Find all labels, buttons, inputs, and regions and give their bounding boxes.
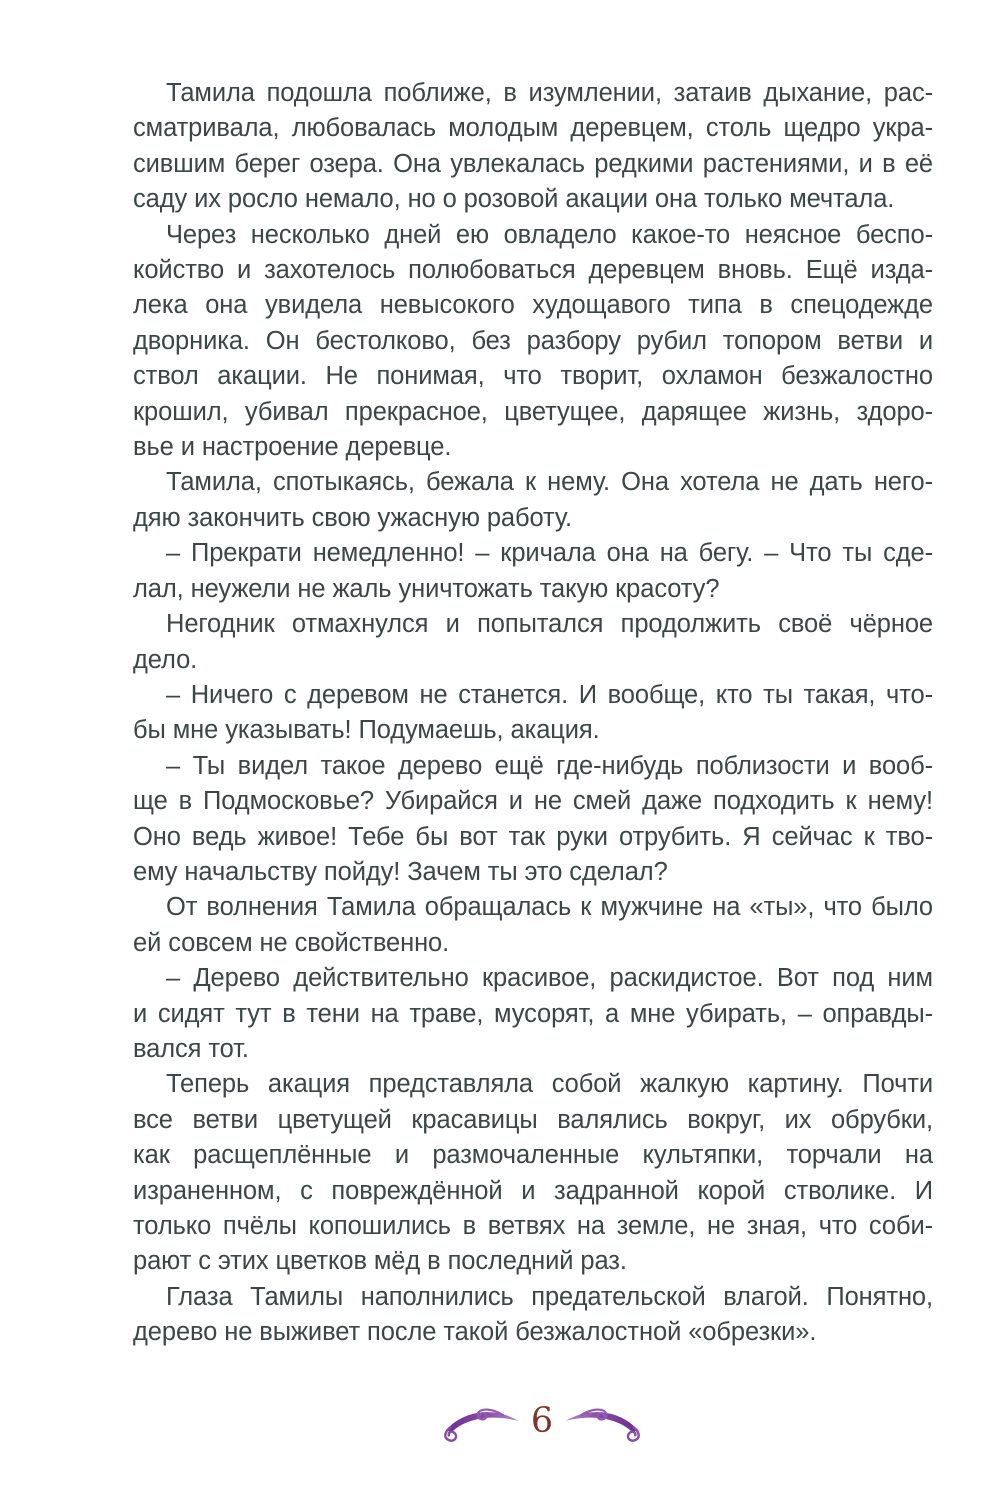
text-line: и сидят тут в тени на траве, мусорят, а мне убирать, – оправды- <box>133 999 933 1028</box>
text-line: как расщеплённые и размочаленные культяпки, торчали на <box>133 1141 933 1170</box>
flourish-right-icon <box>564 1400 644 1445</box>
text-block <box>133 76 933 1351</box>
text-line: рают с этих цветков мёд в последний раз. <box>133 1247 627 1276</box>
text-line: ще в Подмосковье? Убирайся и не смей даже подходить к нему! <box>133 787 933 816</box>
text-line: все ветви цветущей красавицы валялись вокруг, их обрубки, <box>133 1105 933 1134</box>
text-line: – Дерево действительно красивое, раскидистое. Вот под ним <box>166 964 933 993</box>
text-line: израненном, с повреждённой и задранной корой стволике. И <box>133 1176 933 1205</box>
page-footer <box>42 1393 1000 1451</box>
flourish-left-icon <box>440 1400 520 1445</box>
text-line: Оно ведь живое! Тебе бы вот так руки отрубить. Я сейчас к тво- <box>133 822 933 851</box>
text-line: – Ты видел такое дерево ещё где-нибудь поблизости и вооб- <box>166 751 933 780</box>
text-line: – Ничего с деревом не станется. И вообще, кто ты такая, что- <box>166 680 933 709</box>
text-line: сматривала, любовалась молодым деревцем, столь щедро укра- <box>133 114 933 143</box>
text-line: ей совсем не свойственно. <box>133 928 450 957</box>
text-line: лека она увидела невысокого худощавого типа в спецодежде <box>133 291 933 320</box>
text-line: крошил, убивал прекрасное, цветущее, дарящее жизнь, здоро- <box>133 397 933 426</box>
text-line: дерево не выживет после такой безжалостной «обрезки». <box>133 1318 817 1347</box>
text-line: Через несколько дней ею овладело какое-то неясное беспо- <box>166 220 933 249</box>
text-line: ему начальству пойду! Зачем ты это сделал? <box>133 857 668 886</box>
text-line: – Прекрати немедленно! – кричала она на бегу. – Что ты сде- <box>166 539 933 568</box>
text-line: койство и захотелось полюбоваться деревцем вновь. Ещё изда- <box>133 256 933 285</box>
page-number: 6 <box>530 1400 554 1441</box>
text-line: ствол акации. Не понимая, что творит, охламон безжалостно <box>133 362 933 391</box>
text-line: Тамила, спотыкаясь, бежала к нему. Она хотела не дать него- <box>166 468 933 497</box>
text-line: лал, неужели не жаль уничтожать такую красоту? <box>133 574 720 603</box>
text-line: Тамила подошла поближе, в изумлении, затаив дыхание, рас- <box>166 79 933 107</box>
text-line: дело. <box>133 645 198 674</box>
text-line: Теперь акация представляла собой жалкую картину. Почти <box>166 1070 933 1099</box>
text-line: От волнения Тамила обращалась к мужчине на «ты», что было <box>166 893 933 922</box>
text-line: дворника. Он бестолково, без разбору рубил топором ветви и <box>133 326 933 355</box>
text-line: вался тот. <box>133 1034 249 1063</box>
text-line: Глаза Тамилы наполнились предательской влагой. Понятно, <box>166 1282 933 1311</box>
text-line: вье и настроение деревце. <box>133 433 452 462</box>
text-line: саду их росло немало, но о розовой акации она только мечтала. <box>133 185 895 214</box>
text-line: только пчёлы копошились в ветвях на земле, не зная, что соби- <box>133 1212 933 1240</box>
text-line: дяю закончить свою ужасную работу. <box>133 503 572 532</box>
text-line: сившим берег озера. Она увлекалась редкими растениями, и в её <box>133 149 933 178</box>
text-line: бы мне указывать! Подумаешь, акация. <box>133 716 600 745</box>
text-line: Негодник отмахнулся и попытался продолжить своё чёрное <box>166 610 933 639</box>
